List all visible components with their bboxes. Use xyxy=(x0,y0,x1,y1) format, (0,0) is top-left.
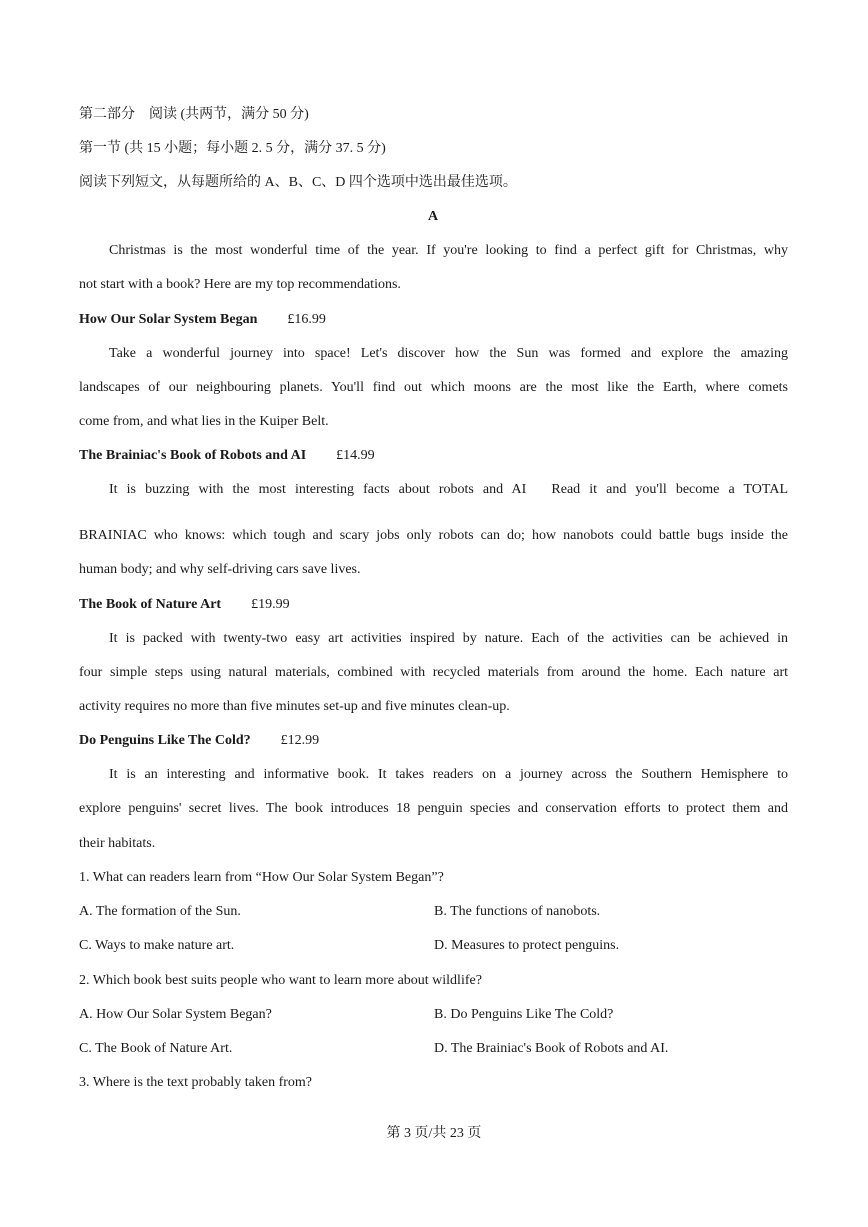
book-price: £14.99 xyxy=(336,448,375,463)
answer-option: B. Do Penguins Like The Cold? xyxy=(434,1007,614,1022)
book-title: Do Penguins Like The Cold? xyxy=(79,733,251,748)
instruction-text: 阅读下列短文，从每题所给的 A、B、C、D 四个选项中选出最佳选项。 xyxy=(79,175,517,190)
page-number: 第 3 页/共 23 页 xyxy=(386,1126,482,1141)
book-description-line: It is packed with twenty-two easy art activities inspired by nature. Each of the activities can be achieved in xyxy=(109,631,788,646)
answer-option: A. The formation of the Sun. xyxy=(79,904,241,919)
book-description-line: It is an interesting and informative book. It takes readers on a journey across the Southern Hemisphere to xyxy=(109,767,788,782)
book-description-line: four simple steps using natural materials, combined with recycled materials from around the home. Each nature art xyxy=(79,665,788,680)
book-price: £16.99 xyxy=(287,312,326,327)
answer-option: D. The Brainiac's Book of Robots and AI. xyxy=(434,1041,669,1056)
answer-option: D. Measures to protect penguins. xyxy=(434,938,620,953)
part-heading: 第二部分 阅读 (共两节，满分 50 分) xyxy=(79,107,309,122)
intro-line: not start with a book? Here are my top recommendations. xyxy=(79,277,401,292)
answer-option: C. The Book of Nature Art. xyxy=(79,1041,233,1056)
book-price: £12.99 xyxy=(280,733,320,748)
book-title-row xyxy=(79,732,319,750)
book-title: The Brainiac's Book of Robots and AI xyxy=(79,448,307,463)
answer-option: A. How Our Solar System Began? xyxy=(79,1007,272,1022)
book-description-line: It is buzzing with the most interesting facts about robots and AI Read it and you'll become a TOTAL xyxy=(109,482,788,497)
section-heading: 第一节 (共 15 小题；每小题 2. 5 分，满分 37. 5 分) xyxy=(79,141,386,156)
intro-line: Christmas is the most wonderful time of the year. If you're looking to find a perfect gift for Christmas, why xyxy=(109,243,788,258)
book-description-line: BRAINIAC who knows: which tough and scary jobs only robots can do; how nanobots could battle bugs inside the xyxy=(79,528,788,543)
book-title: How Our Solar System Began xyxy=(79,312,258,327)
book-description-line: come from, and what lies in the Kuiper Belt. xyxy=(79,414,329,429)
question-stem: 1. What can readers learn from “How Our Solar System Began”? xyxy=(79,870,444,885)
book-title-row xyxy=(79,311,326,329)
book-title-row xyxy=(79,596,290,614)
answer-option: B. The functions of nanobots. xyxy=(434,904,601,919)
question-stem: 2. Which book best suits people who want to learn more about wildlife? xyxy=(79,973,482,988)
book-description-line: explore penguins' secret lives. The book introduces 18 penguin species and conservation efforts to protect them and xyxy=(79,801,788,816)
book-title: The Book of Nature Art xyxy=(79,597,222,612)
book-price: £19.99 xyxy=(251,597,290,612)
book-description-line: their habitats. xyxy=(79,836,156,851)
book-description-line: Take a wonderful journey into space! Let's discover how the Sun was formed and explore the amazing xyxy=(109,346,788,361)
passage-label: A xyxy=(428,209,439,224)
book-description-line: activity requires no more than five minutes set-up and five minutes clean-up. xyxy=(79,699,510,714)
book-description-line: landscapes of our neighbouring planets. You'll find out which moons are the most like the Earth, where comets xyxy=(79,380,788,395)
book-description-line: human body; and why self-driving cars save lives. xyxy=(79,562,361,577)
answer-option: C. Ways to make nature art. xyxy=(79,938,235,953)
book-title-row xyxy=(79,447,375,465)
question-stem: 3. Where is the text probably taken from? xyxy=(79,1075,312,1090)
